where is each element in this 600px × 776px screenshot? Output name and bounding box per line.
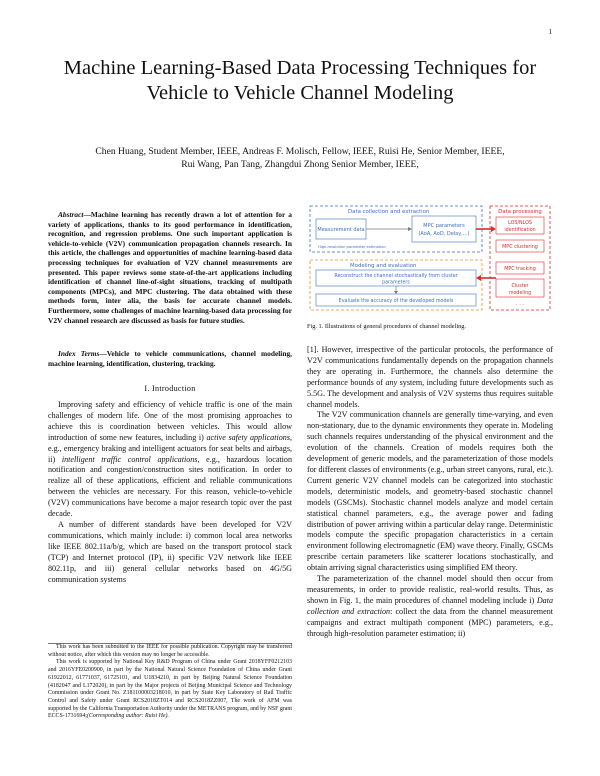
cluster-label-2: modeling [508,291,532,296]
index-terms-label: Index Terms [58,349,100,358]
mpc-parameters-box [412,216,476,242]
right-paragraph-2: The V2V communication channels are generally time-varying, and even non-stationary, due to the dynamic environments they operate in. Modeling such channels requires understanding of the physical environment and the evolution of the channels. Creation of models requires both the development of generic models, and the parameterization of those models for different classes of environments (e.g., urban street canyons, rural, etc.). Current generic V2V channel models can be categorized into stochastic models, deterministic models, and geometry-based stochastic channel models (GSCMs). Stochastic channel models analyze and model certain statistical channel parameters, e.g., the average power and fading distribution of power arriving within a particular delay range. Deterministic models compute the specific propagation characteristics in a certain environment following electromagnetic (EM) wave theory. Finally, GSCMs prescribe certain parameters like scatterer locations stochastically, and obtain arriving signal characteristics using simplified EM theory. [307,410,553,573]
figure-caption: Fig. 1. Illustrations of general procedures of channel modeling. [307,323,466,330]
abstract-text: —Machine learning has recently drawn a lot of attention for a variety of applications, thanks to its good performance in identification, recognition, and regression problems. One such important application is vehicle-to-vehicle (V2V) communication propagation channels research. In this article, the challenges and opportunities of machine learning-based data processing techniques for evaluation of V2V channel measurements are presented. This paper reviews some state-of-the-art applications including identification of channel line-of-sight situations, tracking of multipath components (MPCs), and MPC clustering. The data obtained with these methods form, inter alia, the basis for accurate channel models. Furthermore, some challenges of machine learning-based data processing for V2V channel research are discussed as basis for future studies. [48,210,292,325]
data-processing-title: Data processing [498,209,542,215]
data-collection-title: Data collection and extraction [348,209,430,215]
high-resolution-note: High-resolution parameter estimation [318,245,386,249]
author-line-2: Rui Wang, Pan Tang, Zhangdui Zhong Senior Member, IEEE, [181,158,419,170]
right-paragraph-1: [1]. However, irrespective of the particular protocols, the performance of V2V communications fundamentally depends on the propagation channels they are operating in. Furthermore, the channels also determine the performance bounds of any system, including future developments such as 5.5G. The development and analysis of V2V systems thus requires suitable channel models. [307,345,553,409]
footnote [48,643,292,721]
mpc-clustering-label: MPC clustering [502,245,538,250]
mpc-tracking-label: MPC tracking [504,267,536,272]
ellipsis-label: · · · [516,302,524,308]
mpc-parameters-label: MPC parameters [423,223,465,229]
arrow-head-1 [408,227,412,231]
intro-paragraph-2: A number of different standards have been developed for V2V communications, which mainly include: i) common local area networks like IEEE 802.11a/b/g, which are based on the transport protocol stack (TCP) and Internet protocol (IP), ii) specific V2V network like IEEE 802.11p, and iii) general cellular networks based on 4G/5G communication systems [48,519,292,584]
reconstruct-label-2: parameters [382,280,410,286]
section-heading: I. Introduction [144,384,196,393]
abstract [48,210,292,325]
figure-channel-modeling [308,202,552,316]
index-terms [48,349,292,368]
reconstruct-label-1: Reconstruct the channel stochastically from cluster [334,274,458,279]
los-label-1: LOS/NLOS [508,221,532,226]
paper-title: Machine Learning-Based Data Processing Techniques for Vehicle to Vehicle Channel Modeling [63,57,537,104]
measurement-data-label: Measurement data [317,227,365,233]
cluster-label-1: Cluster [511,284,529,289]
arrow-head-4 [476,275,481,281]
right-column-text [307,345,553,639]
intro-paragraph-1: Improving safety and efficiency of vehicle traffic is one of the main challenges of modern life. One of the most promising approaches to achieve this is coordination between vehicles. This would allow introduction of some new features, including i) active safety applications, e.g., emergency braking and intelligent actuators for seat belts and airbags, ii) intelligent traffic control applications, e.g., hazardous location notification and congestion/construction sites notification. In order to realize all of these applications, efficient and reliable communications between the vehicles are necessary. For this reason, vehicle-to-vehicle (V2V) communications have become a major research topic over the past decade. [48,400,293,519]
evaluate-label: Evaluate the accuracy of the developed models [338,299,454,304]
page-number: 1 [548,28,552,36]
right-paragraph-3: The parameterization of the channel model should then occur from measurements, in order to provide realistic, real-world results. Thus, as shown in Fig. 1, the main procedures of channel modeling include i) Data collection and extraction: collect the data from the channel measurement campaigns and extract multipath component (MPC) parameters, e.g., through high-resolution parameter estimation; ii) [307,574,553,638]
footnote-paragraph-2: This work is supported by National Key R&D Program of China under Grant 2018YFF0212103 and 2016YFE0200900, in part by the National Natural Science Foundation of China under Grant 61922012, 61771037, 61725101, and U1834210, in part by Beijing Natural Science Foundation (4182047 and L172020), in part by the Major projects of Beijing Municipal Science and Technology Commission under Grant No. Z181100003218010, in part by State Key Laboratory of Rail Traffic Control and Safety under Grant RCS2018ZT014 and RCS2018ZZ007, The work of AFM was supported by the California Transportation Authority under the METRANS program, and by NSF grant ECCS-1731694;(Corresponding author: Ruisi He). [48,659,292,720]
mpc-parameters-sub: (AoA, AoD, Delay,...) [418,231,470,237]
index-terms-text: —Vehicle to vehicle communications, channel modeling, machine learning, identification, clustering, tracking. [48,349,292,368]
footnote-paragraph-1: This work has been submitted to the IEEE for possible publication. Copyright may be transferred without notice, after which this version may no longer be accessible. [48,644,292,658]
intro-text [48,400,292,585]
author-list [60,146,540,171]
modeling-evaluation-title: Modeling and evaluation [350,263,417,269]
arrow-head-3 [491,226,496,232]
author-line-1: Chen Huang, Student Member, IEEE, Andreas F. Molisch, Fellow, IEEE, Ruisi He, Senior Member, IEEE, [95,146,505,157]
arrow-head-2 [394,291,398,294]
los-label-2: identification [504,228,536,233]
abstract-label: Abstract [58,210,84,219]
